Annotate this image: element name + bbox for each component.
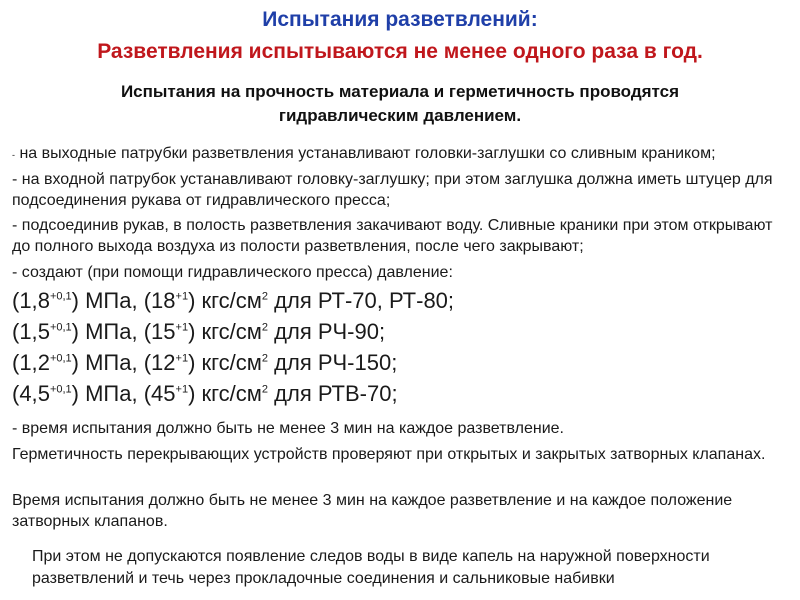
step-3: - подсоединив рукав, в полость разветвления закачивают воду. Сливные краники при этом открывают до полного выхода воздуха из полости разветвления, после чего закрывают; [12, 217, 773, 255]
pressure-line-rtv70: $(4,5^{+0,1})$ МПа, $(45^{+1})$ кгс/$см^2$ для РТВ-70; [12, 381, 398, 406]
tightness-note: Герметичность перекрывающих устройств проверяют при открытых и закрытых затворных клапанах. [12, 446, 766, 463]
pressure-line-rch90: $(1,5^{+0,1})$ МПа, $(15^{+1})$ кгс/$см^2$ для РЧ-90; [12, 319, 386, 344]
page-title: Испытания разветвлений: [262, 8, 538, 31]
step-4: - создают (при помощи гидравлического пресса) давление: [12, 264, 453, 281]
step-1-dash: - [12, 150, 15, 160]
step-1-text: на выходные патрубки разветвления устанавливают головки-заглушки со сливным краником; [19, 145, 716, 162]
step-2: - на входной патрубок устанавливают головку-заглушку; при этом заглушка должна иметь штуцер для подсоединения рукава от гидравлического пресса; [12, 171, 773, 209]
pressure-line-rch150: $(1,2^{+0,1})$ МПа, $(12^{+1})$ кгс/$см^2$ для РЧ-150; [12, 350, 398, 375]
pressure-line-rt70: $(1,8^{+0,1})$ МПа, $(18^{+1})$ кгс/$см^2$ для РТ-70, РТ-80; [12, 288, 455, 313]
closing-paragraph: При этом не допускаются появление следов воды в виде капель на наружной поверхности разветвлений и течь через прокладочные соединения и сальниковые набивки [32, 548, 710, 587]
lead-line-2: гидравлическим давлением. [278, 106, 522, 125]
valve-time-note: Время испытания должно быть не менее 3 мин на каждое разветвление и на каждое положение затворных клапанов. [12, 492, 733, 530]
step-1 [12, 143, 788, 166]
lead-paragraph [40, 80, 760, 128]
test-time-note: - время испытания должно быть не менее 3 мин на каждое разветвление. [12, 420, 564, 437]
lead-line-1: Испытания на прочность материала и герметичность проводятся [120, 82, 680, 101]
page-subtitle: Разветвления испытываются не менее одного раза в год. [97, 40, 703, 63]
